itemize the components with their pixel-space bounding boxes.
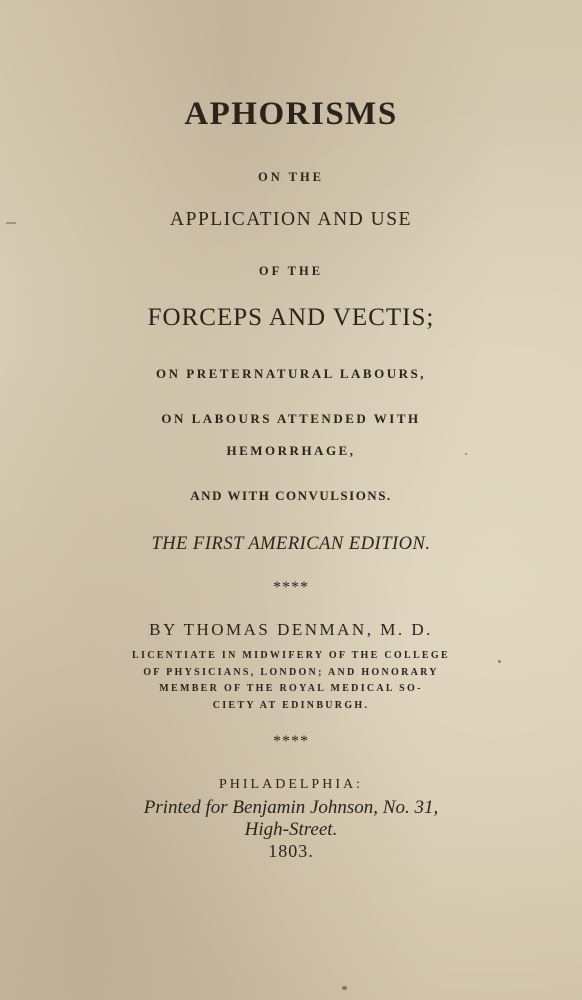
credentials-line: CIETY AT EDINBURGH. [212, 699, 370, 711]
paper-speck [465, 453, 467, 455]
subtitle-hemorrhage: HEMORRHAGE, [226, 443, 356, 458]
credentials-line: OF PHYSICIANS, LONDON; AND HONORARY [143, 666, 439, 678]
subtitle-application: APPLICATION AND USE [170, 209, 412, 230]
subtitle-forceps: FORCEPS AND VECTIS; [147, 304, 435, 331]
ornament-stars-bottom: **** [273, 733, 309, 750]
author-credentials [0, 648, 582, 714]
subtitle-convulsions: AND WITH CONVULSIONS. [190, 488, 392, 503]
imprint-street: High-Street. [244, 819, 338, 840]
author-line: BY THOMAS DENMAN, M. D. [149, 620, 433, 639]
paper-speck [342, 986, 347, 990]
subtitle-preternatural: ON PRETERNATURAL LABOURS, [156, 366, 426, 381]
subtitle-labours: ON LABOURS ATTENDED WITH [161, 411, 421, 426]
imprint-city: PHILADELPHIA: [219, 777, 363, 792]
subtitle-on-the: ON THE [257, 170, 325, 184]
imprint-printer: Printed for Benjamin Johnson, No. 31, [143, 797, 439, 818]
credentials-line: MEMBER OF THE ROYAL MEDICAL SO- [159, 683, 423, 694]
subtitle-of-the: OF THE [258, 264, 324, 278]
paper-speck [498, 660, 501, 663]
book-title: APHORISMS [184, 96, 398, 132]
ornament-stars-top: **** [273, 579, 309, 596]
margin-mark [6, 222, 16, 224]
edition-statement: THE FIRST AMERICAN EDITION. [151, 534, 431, 554]
credentials-line: LICENTIATE IN MIDWIFERY OF THE COLLEGE [132, 650, 450, 661]
imprint-year: 1803. [268, 841, 314, 861]
